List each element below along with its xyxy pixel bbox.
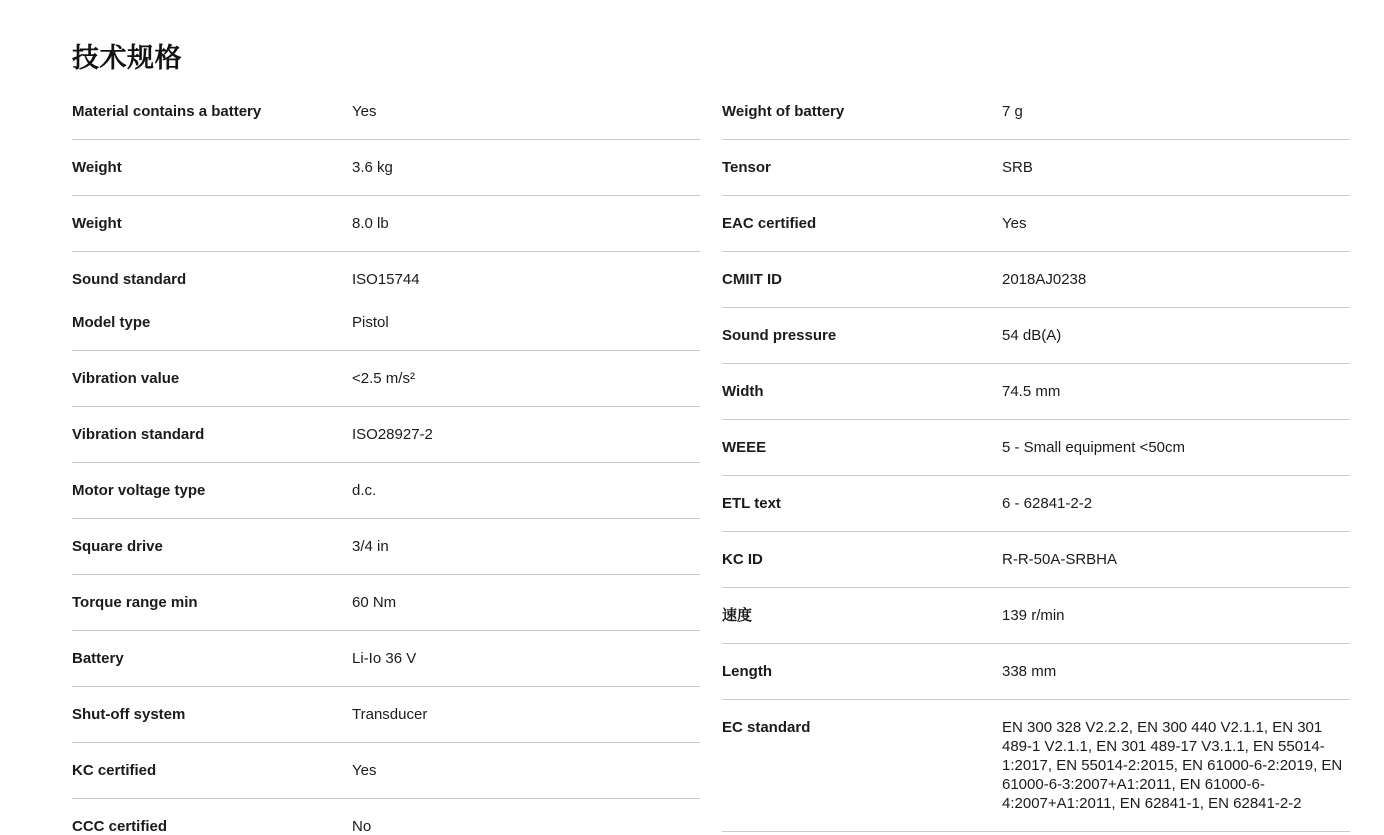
spec-pair <box>722 382 1350 401</box>
spec-pair <box>72 102 700 121</box>
spec-row <box>722 476 1350 532</box>
spec-label: KC ID <box>722 551 763 568</box>
spec-value: SRB <box>1002 159 1033 176</box>
spec-row <box>72 575 700 631</box>
spec-value: R-R-50A-SRBHA <box>1002 551 1118 568</box>
spec-pair <box>72 313 700 332</box>
spec-value: Yes <box>1002 215 1027 232</box>
spec-label: Vibration value <box>72 370 180 387</box>
spec-row <box>72 252 700 351</box>
spec-value: 338 mm <box>1002 663 1057 680</box>
spec-row <box>72 687 700 743</box>
spec-value: Pistol <box>352 314 389 331</box>
spec-row <box>72 519 700 575</box>
spec-value: 5 - Small equipment <50cm <box>1002 439 1186 456</box>
spec-label: 速度 <box>722 607 753 624</box>
spec-value: 8.0 lb <box>352 215 389 232</box>
spec-row <box>722 700 1350 832</box>
spec-pair <box>72 158 700 177</box>
spec-label: Battery <box>72 650 124 667</box>
spec-row <box>72 743 700 799</box>
spec-table <box>72 84 1350 835</box>
spec-value: EN 300 328 V2.2.2, EN 300 440 V2.1.1, EN 301 489-1 V2.1.1, EN 301 489-17 V3.1.1, EN 55014-1:2017, EN 55014-2:2015, EN 61000-6-2:2019, EN 61000-6-3:2007+A1:2011, EN 61000-6-4:2007+A1:2011, EN 62841-1, EN 62841-2-2 <box>1002 719 1343 812</box>
spec-label: EAC certified <box>722 215 817 232</box>
spec-label: Weight of battery <box>722 103 845 120</box>
spec-pair <box>72 817 700 835</box>
spec-row <box>722 252 1350 308</box>
spec-row <box>72 407 700 463</box>
spec-row <box>72 196 700 252</box>
spec-pair <box>72 593 700 612</box>
spec-label: Vibration standard <box>72 426 205 443</box>
spec-value: 6 - 62841-2-2 <box>1002 495 1093 512</box>
spec-value: Transducer <box>352 706 428 723</box>
spec-row <box>72 84 700 140</box>
spec-value: No <box>352 818 372 835</box>
spec-row <box>722 196 1350 252</box>
spec-row <box>722 364 1350 420</box>
spec-label: KC certified <box>72 762 157 779</box>
spec-row <box>722 644 1350 700</box>
spec-pair <box>722 270 1350 289</box>
spec-pair <box>72 537 700 556</box>
spec-label: Model type <box>72 314 151 331</box>
spec-pair <box>722 662 1350 681</box>
spec-label: Motor voltage type <box>72 482 206 499</box>
spec-pair <box>722 606 1350 625</box>
spec-column-right <box>722 84 1350 832</box>
spec-label: Tensor <box>722 159 771 176</box>
spec-label: Weight <box>72 159 122 176</box>
spec-row <box>72 140 700 196</box>
spec-value: 7 g <box>1002 103 1023 120</box>
spec-label: Sound standard <box>72 271 187 288</box>
spec-pair <box>722 102 1350 121</box>
spec-label: CMIIT ID <box>722 271 782 288</box>
spec-pair <box>722 550 1350 569</box>
spec-label: Width <box>722 383 764 400</box>
spec-value: 3.6 kg <box>352 159 393 176</box>
spec-row <box>72 631 700 687</box>
spec-value: 74.5 mm <box>1002 383 1061 400</box>
spec-pair <box>72 214 700 233</box>
spec-pair <box>722 326 1350 345</box>
spec-label: ETL text <box>722 495 781 512</box>
spec-value: 139 r/min <box>1002 607 1065 624</box>
spec-pair <box>722 494 1350 513</box>
spec-pair <box>722 214 1350 233</box>
spec-row <box>722 420 1350 476</box>
spec-value: <2.5 m/s² <box>352 370 415 387</box>
spec-pair <box>72 761 700 780</box>
spec-row <box>72 351 700 407</box>
spec-value: ISO28927-2 <box>352 426 433 443</box>
spec-label: Torque range min <box>72 594 198 611</box>
spec-row <box>722 140 1350 196</box>
spec-label: Length <box>722 663 772 680</box>
spec-value: Yes <box>352 762 377 779</box>
spec-column-left <box>72 84 700 835</box>
spec-pair <box>72 369 700 388</box>
spec-value: Yes <box>352 103 377 120</box>
spec-value: ISO15744 <box>352 271 420 288</box>
spec-value: 60 Nm <box>352 594 397 611</box>
spec-pair <box>72 425 700 444</box>
page-title: 技术规格 <box>72 43 182 73</box>
spec-pair <box>722 158 1350 177</box>
spec-label: CCC certified <box>72 818 168 835</box>
spec-label: Material contains a battery <box>72 103 262 120</box>
spec-label: WEEE <box>722 439 767 456</box>
spec-row <box>72 799 700 835</box>
spec-row <box>722 532 1350 588</box>
spec-pair <box>72 705 700 724</box>
spec-row <box>722 308 1350 364</box>
spec-pair <box>722 438 1350 457</box>
spec-row <box>72 463 700 519</box>
spec-value: 2018AJ0238 <box>1002 271 1087 288</box>
spec-pair <box>72 270 700 289</box>
spec-row <box>722 588 1350 644</box>
spec-value: 3/4 in <box>352 538 389 555</box>
spec-pair <box>72 481 700 500</box>
spec-label: Sound pressure <box>722 327 837 344</box>
spec-value: Li-Io 36 V <box>352 650 417 667</box>
spec-label: Square drive <box>72 538 163 555</box>
spec-label: EC standard <box>722 719 811 736</box>
spec-row <box>722 84 1350 140</box>
spec-pair <box>722 718 1350 813</box>
spec-label: Shut-off system <box>72 706 186 723</box>
spec-label: Weight <box>72 215 122 232</box>
spec-value: d.c. <box>352 482 377 499</box>
spec-pair <box>72 649 700 668</box>
spec-value: 54 dB(A) <box>1002 327 1062 344</box>
